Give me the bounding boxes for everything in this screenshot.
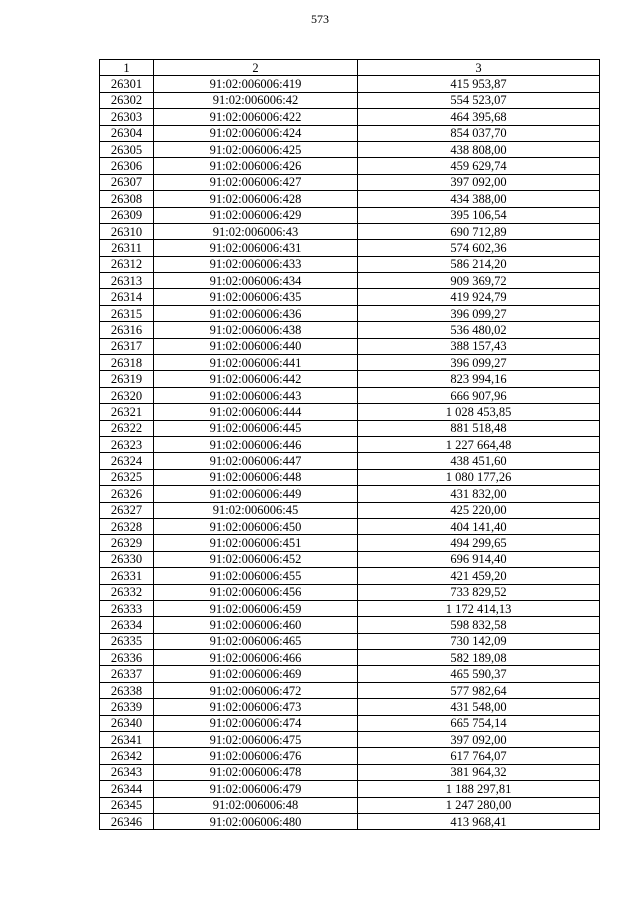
cadastral-number-cell: 91:02:006006:466 [154,650,358,666]
row-number-cell: 26323 [100,436,154,452]
value-cell: 438 451,60 [358,453,600,469]
cadastral-number-cell: 91:02:006006:426 [154,158,358,174]
value-cell: 881 518,48 [358,420,600,436]
column-header: 2 [154,60,358,76]
cadastral-number-cell: 91:02:006006:435 [154,289,358,305]
value-cell: 574 602,36 [358,240,600,256]
row-number-cell: 26311 [100,240,154,256]
cadastral-number-cell: 91:02:006006:452 [154,551,358,567]
row-number-cell: 26301 [100,76,154,92]
cadastral-number-cell: 91:02:006006:450 [154,518,358,534]
cadastral-number-cell: 91:02:006006:473 [154,699,358,715]
value-cell: 434 388,00 [358,191,600,207]
cadastral-number-cell: 91:02:006006:444 [154,404,358,420]
row-number-cell: 26344 [100,781,154,797]
cadastral-number-cell: 91:02:006006:449 [154,486,358,502]
value-cell: 733 829,52 [358,584,600,600]
table-row [100,682,600,698]
table-row [100,207,600,223]
value-cell: 438 808,00 [358,141,600,157]
row-number-cell: 26345 [100,797,154,813]
row-number-cell: 26337 [100,666,154,682]
value-cell: 617 764,07 [358,748,600,764]
row-number-cell: 26318 [100,355,154,371]
value-cell: 665 754,14 [358,715,600,731]
table-row [100,486,600,502]
value-cell: 494 299,65 [358,535,600,551]
value-cell: 419 924,79 [358,289,600,305]
row-number-cell: 26317 [100,338,154,354]
value-cell: 598 832,58 [358,617,600,633]
table-body [100,76,600,830]
cadastral-number-cell: 91:02:006006:455 [154,568,358,584]
page-number: 573 [311,12,329,26]
table-row [100,256,600,272]
table-row [100,764,600,780]
table-row [100,453,600,469]
table-row [100,715,600,731]
value-cell: 536 480,02 [358,322,600,338]
cadastral-number-cell: 91:02:006006:480 [154,813,358,829]
table-row [100,92,600,108]
table-row [100,535,600,551]
row-number-cell: 26330 [100,551,154,567]
table-row [100,355,600,371]
row-number-cell: 26342 [100,748,154,764]
value-cell: 381 964,32 [358,764,600,780]
cadastral-number-cell: 91:02:006006:456 [154,584,358,600]
table-row [100,125,600,141]
row-number-cell: 26309 [100,207,154,223]
column-header: 3 [358,60,600,76]
row-number-cell: 26306 [100,158,154,174]
cadastral-number-cell: 91:02:006006:42 [154,92,358,108]
row-number-cell: 26304 [100,125,154,141]
cadastral-number-cell: 91:02:006006:43 [154,223,358,239]
value-cell: 586 214,20 [358,256,600,272]
value-cell: 690 712,89 [358,223,600,239]
table-row [100,436,600,452]
row-number-cell: 26341 [100,732,154,748]
row-number-cell: 26329 [100,535,154,551]
data-table [99,59,600,830]
cadastral-number-cell: 91:02:006006:460 [154,617,358,633]
row-number-cell: 26303 [100,109,154,125]
cadastral-number-cell: 91:02:006006:433 [154,256,358,272]
table-row [100,240,600,256]
table-row [100,699,600,715]
table-row [100,174,600,190]
value-cell: 415 953,87 [358,76,600,92]
table-header-row [100,60,600,76]
cadastral-number-cell: 91:02:006006:476 [154,748,358,764]
value-cell: 1 172 414,13 [358,600,600,616]
row-number-cell: 26326 [100,486,154,502]
table-row [100,813,600,829]
row-number-cell: 26332 [100,584,154,600]
table-row [100,404,600,420]
row-number-cell: 26302 [100,92,154,108]
cadastral-number-cell: 91:02:006006:438 [154,322,358,338]
table-row [100,141,600,157]
value-cell: 666 907,96 [358,387,600,403]
table-row [100,76,600,92]
row-number-cell: 26313 [100,273,154,289]
table-row [100,223,600,239]
row-number-cell: 26338 [100,682,154,698]
value-cell: 1 247 280,00 [358,797,600,813]
cadastral-number-cell: 91:02:006006:443 [154,387,358,403]
cadastral-number-cell: 91:02:006006:428 [154,191,358,207]
cadastral-number-cell: 91:02:006006:429 [154,207,358,223]
value-cell: 413 968,41 [358,813,600,829]
table-row [100,371,600,387]
row-number-cell: 26343 [100,764,154,780]
value-cell: 396 099,27 [358,305,600,321]
table-row [100,420,600,436]
cadastral-number-cell: 91:02:006006:446 [154,436,358,452]
row-number-cell: 26328 [100,518,154,534]
value-cell: 854 037,70 [358,125,600,141]
value-cell: 425 220,00 [358,502,600,518]
column-header: 1 [100,60,154,76]
cadastral-number-cell: 91:02:006006:472 [154,682,358,698]
row-number-cell: 26308 [100,191,154,207]
value-cell: 396 099,27 [358,355,600,371]
row-number-cell: 26325 [100,469,154,485]
row-number-cell: 26319 [100,371,154,387]
table-row [100,600,600,616]
cadastral-number-cell: 91:02:006006:448 [154,469,358,485]
cadastral-number-cell: 91:02:006006:479 [154,781,358,797]
cadastral-number-cell: 91:02:006006:459 [154,600,358,616]
row-number-cell: 26307 [100,174,154,190]
cadastral-number-cell: 91:02:006006:45 [154,502,358,518]
value-cell: 431 548,00 [358,699,600,715]
cadastral-number-cell: 91:02:006006:422 [154,109,358,125]
value-cell: 696 914,40 [358,551,600,567]
table-row [100,568,600,584]
value-cell: 1 188 297,81 [358,781,600,797]
row-number-cell: 26327 [100,502,154,518]
value-cell: 1 080 177,26 [358,469,600,485]
row-number-cell: 26321 [100,404,154,420]
cadastral-number-cell: 91:02:006006:440 [154,338,358,354]
value-cell: 431 832,00 [358,486,600,502]
table-row [100,633,600,649]
value-cell: 1 028 453,85 [358,404,600,420]
cadastral-number-cell: 91:02:006006:474 [154,715,358,731]
value-cell: 1 227 664,48 [358,436,600,452]
cadastral-number-cell: 91:02:006006:447 [154,453,358,469]
table-row [100,797,600,813]
row-number-cell: 26331 [100,568,154,584]
row-number-cell: 26310 [100,223,154,239]
cadastral-number-cell: 91:02:006006:465 [154,633,358,649]
table-row [100,289,600,305]
cadastral-number-cell: 91:02:006006:469 [154,666,358,682]
table-row [100,666,600,682]
table-row [100,732,600,748]
row-number-cell: 26324 [100,453,154,469]
value-cell: 421 459,20 [358,568,600,584]
table-row [100,650,600,666]
table-row [100,551,600,567]
row-number-cell: 26315 [100,305,154,321]
cadastral-number-cell: 91:02:006006:434 [154,273,358,289]
table-row [100,617,600,633]
table-row [100,584,600,600]
value-cell: 909 369,72 [358,273,600,289]
row-number-cell: 26336 [100,650,154,666]
table-row [100,273,600,289]
value-cell: 577 982,64 [358,682,600,698]
table-row [100,748,600,764]
cadastral-number-cell: 91:02:006006:431 [154,240,358,256]
table-row [100,781,600,797]
table-row [100,387,600,403]
table-row [100,322,600,338]
row-number-cell: 26333 [100,600,154,616]
table-row [100,469,600,485]
value-cell: 464 395,68 [358,109,600,125]
row-number-cell: 26312 [100,256,154,272]
value-cell: 459 629,74 [358,158,600,174]
value-cell: 388 157,43 [358,338,600,354]
cadastral-number-cell: 91:02:006006:48 [154,797,358,813]
row-number-cell: 26339 [100,699,154,715]
cadastral-number-cell: 91:02:006006:445 [154,420,358,436]
value-cell: 404 141,40 [358,518,600,534]
cadastral-number-cell: 91:02:006006:427 [154,174,358,190]
cadastral-number-cell: 91:02:006006:419 [154,76,358,92]
row-number-cell: 26314 [100,289,154,305]
table-row [100,109,600,125]
table-row [100,338,600,354]
cadastral-number-cell: 91:02:006006:478 [154,764,358,780]
value-cell: 554 523,07 [358,92,600,108]
row-number-cell: 26335 [100,633,154,649]
row-number-cell: 26305 [100,141,154,157]
row-number-cell: 26346 [100,813,154,829]
table-row [100,191,600,207]
value-cell: 465 590,37 [358,666,600,682]
cadastral-number-cell: 91:02:006006:441 [154,355,358,371]
row-number-cell: 26334 [100,617,154,633]
table-row [100,518,600,534]
cadastral-number-cell: 91:02:006006:436 [154,305,358,321]
cadastral-number-cell: 91:02:006006:442 [154,371,358,387]
table-row [100,158,600,174]
table-row [100,502,600,518]
value-cell: 823 994,16 [358,371,600,387]
row-number-cell: 26340 [100,715,154,731]
value-cell: 397 092,00 [358,732,600,748]
row-number-cell: 26322 [100,420,154,436]
cadastral-number-cell: 91:02:006006:425 [154,141,358,157]
value-cell: 730 142,09 [358,633,600,649]
table-row [100,305,600,321]
value-cell: 395 106,54 [358,207,600,223]
value-cell: 582 189,08 [358,650,600,666]
value-cell: 397 092,00 [358,174,600,190]
cadastral-number-cell: 91:02:006006:424 [154,125,358,141]
cadastral-number-cell: 91:02:006006:475 [154,732,358,748]
cadastral-number-cell: 91:02:006006:451 [154,535,358,551]
row-number-cell: 26320 [100,387,154,403]
row-number-cell: 26316 [100,322,154,338]
